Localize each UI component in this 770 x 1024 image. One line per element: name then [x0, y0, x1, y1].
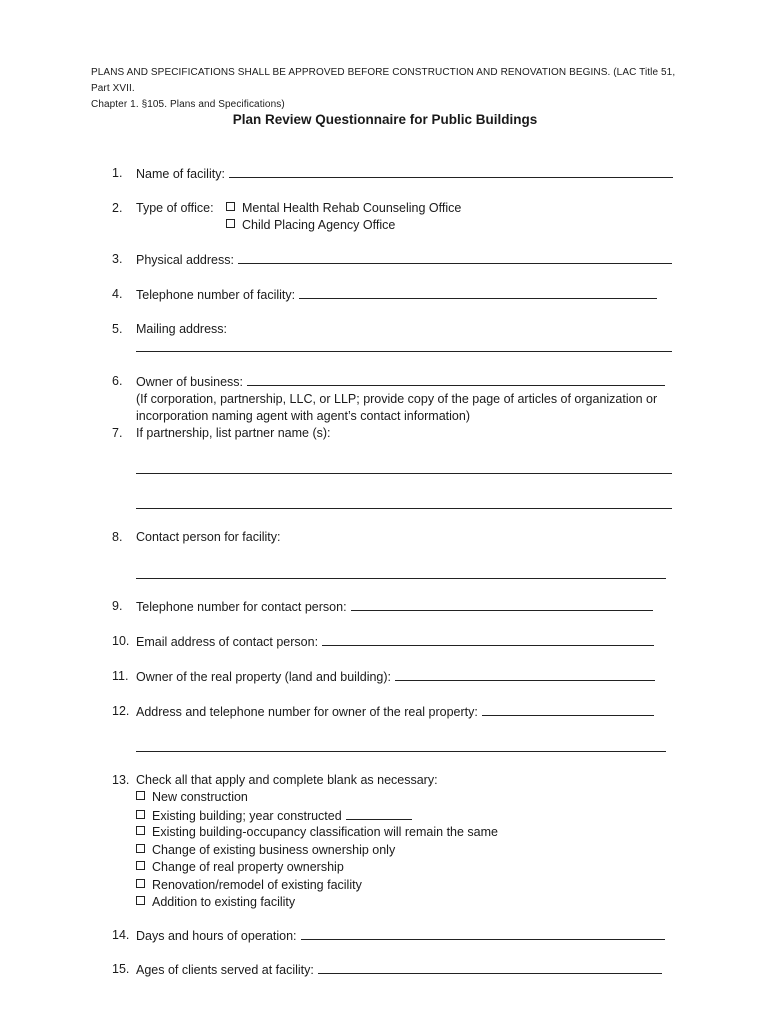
checkbox-icon[interactable] — [226, 219, 235, 228]
q8-label: Contact person for facility: — [136, 530, 281, 544]
property-owner-contact-field-2[interactable] — [136, 751, 666, 752]
mailing-address-field[interactable] — [136, 351, 672, 352]
q5-number: 5. — [112, 322, 123, 336]
q2-number: 2. — [112, 201, 123, 215]
q7-number: 7. — [112, 426, 123, 440]
q6-note-2: incorporation naming agent with agent’s contact information) — [136, 409, 470, 423]
checkbox-icon[interactable] — [226, 202, 235, 211]
q11-row — [136, 668, 655, 685]
q6-note-1: (If corporation, partnership, LLC, or LLP; provide copy of the page of articles of organization or — [136, 392, 658, 406]
q14-label: Days and hours of operation: — [136, 929, 297, 943]
option-label: Change of real property ownership — [152, 860, 344, 874]
checkbox-icon[interactable] — [136, 879, 145, 888]
q6-number: 6. — [112, 374, 123, 388]
office-option-mental-health[interactable] — [226, 200, 461, 216]
option-label: Existing building; year constructed — [152, 809, 342, 823]
contact-person-field[interactable] — [136, 578, 666, 579]
q1-number: 1. — [112, 166, 123, 180]
q9-number: 9. — [112, 599, 123, 613]
q13-number: 13. — [112, 773, 130, 787]
q3-label: Physical address: — [136, 253, 234, 267]
physical-address-field[interactable] — [238, 251, 672, 264]
q1-label: Name of facility: — [136, 167, 225, 181]
property-owner-field[interactable] — [395, 668, 655, 681]
q11-label: Owner of the real property (land and building): — [136, 670, 392, 684]
q11-number: 11. — [112, 669, 129, 683]
option-occupancy-same[interactable] — [136, 824, 498, 840]
q10-label: Email address of contact person: — [136, 635, 319, 649]
q8-number: 8. — [112, 530, 123, 544]
option-label: Addition to existing facility — [152, 895, 296, 909]
q14-row — [136, 927, 665, 944]
q2-label: Type of office: — [136, 201, 214, 215]
contact-phone-field[interactable] — [351, 598, 653, 611]
partner-name-field-2[interactable] — [136, 508, 672, 509]
q15-label: Ages of clients served at facility: — [136, 963, 314, 977]
q12-label: Address and telephone number for owner of the real property: — [136, 705, 478, 719]
hours-of-operation-field[interactable] — [301, 927, 665, 940]
checkbox-icon[interactable] — [136, 896, 145, 905]
option-label: Change of existing business ownership only — [152, 843, 396, 857]
client-ages-field[interactable] — [318, 961, 662, 974]
q4-row — [136, 286, 657, 303]
q3-number: 3. — [112, 252, 123, 266]
option-addition[interactable] — [136, 894, 295, 910]
q7-label: If partnership, list partner name (s): — [136, 426, 331, 440]
q10-number: 10. — [112, 634, 130, 648]
checkbox-icon[interactable] — [136, 791, 145, 800]
q6-row — [136, 373, 665, 390]
checkbox-icon[interactable] — [136, 810, 145, 819]
option-business-ownership-change[interactable] — [136, 842, 395, 858]
checkbox-icon[interactable] — [136, 844, 145, 853]
option-renovation[interactable] — [136, 877, 362, 893]
office-option-label: Child Placing Agency Office — [242, 218, 396, 232]
q12-row — [136, 703, 654, 720]
option-property-ownership-change[interactable] — [136, 859, 344, 875]
q10-row — [136, 633, 654, 650]
office-option-label: Mental Health Rehab Counseling Office — [242, 201, 462, 215]
q15-number: 15. — [112, 962, 130, 976]
q12-number: 12. — [112, 704, 130, 718]
q5-label: Mailing address: — [136, 322, 228, 336]
option-label: Existing building-occupancy classification will remain the same — [152, 825, 498, 839]
regulation-header — [91, 65, 691, 113]
q3-row — [136, 251, 672, 268]
checkbox-icon[interactable] — [136, 826, 145, 835]
q6-label: Owner of business: — [136, 375, 243, 389]
option-label: Renovation/remodel of existing facility — [152, 878, 362, 892]
q13-label: Check all that apply and complete blank as necessary: — [136, 773, 438, 787]
header-line-1: PLANS AND SPECIFICATIONS SHALL BE APPROVED BEFORE CONSTRUCTION AND RENOVATION BEGINS. (LAC Title 51, Part XVII. — [91, 67, 676, 94]
property-owner-contact-field[interactable] — [482, 703, 654, 716]
checkbox-icon[interactable] — [136, 861, 145, 870]
q4-label: Telephone number of facility: — [136, 288, 296, 302]
year-constructed-field[interactable] — [346, 807, 412, 820]
option-existing-building[interactable] — [136, 807, 412, 824]
q14-number: 14. — [112, 928, 130, 942]
header-line-2: Chapter 1. §105. Plans and Specifications) — [91, 99, 285, 110]
contact-email-field[interactable] — [322, 633, 654, 646]
facility-name-field[interactable] — [229, 165, 673, 178]
facility-phone-field[interactable] — [299, 286, 657, 299]
office-option-child-placing[interactable] — [226, 217, 395, 233]
partner-name-field-1[interactable] — [136, 473, 672, 474]
option-new-construction[interactable] — [136, 789, 248, 805]
q4-number: 4. — [112, 287, 123, 301]
q9-label: Telephone number for contact person: — [136, 600, 347, 614]
q9-row — [136, 598, 653, 615]
option-label: New construction — [152, 790, 248, 804]
form-title: Plan Review Questionnaire for Public Buildings — [232, 112, 538, 127]
business-owner-field[interactable] — [247, 373, 665, 386]
q15-row — [136, 961, 662, 978]
q1-row — [136, 165, 673, 182]
